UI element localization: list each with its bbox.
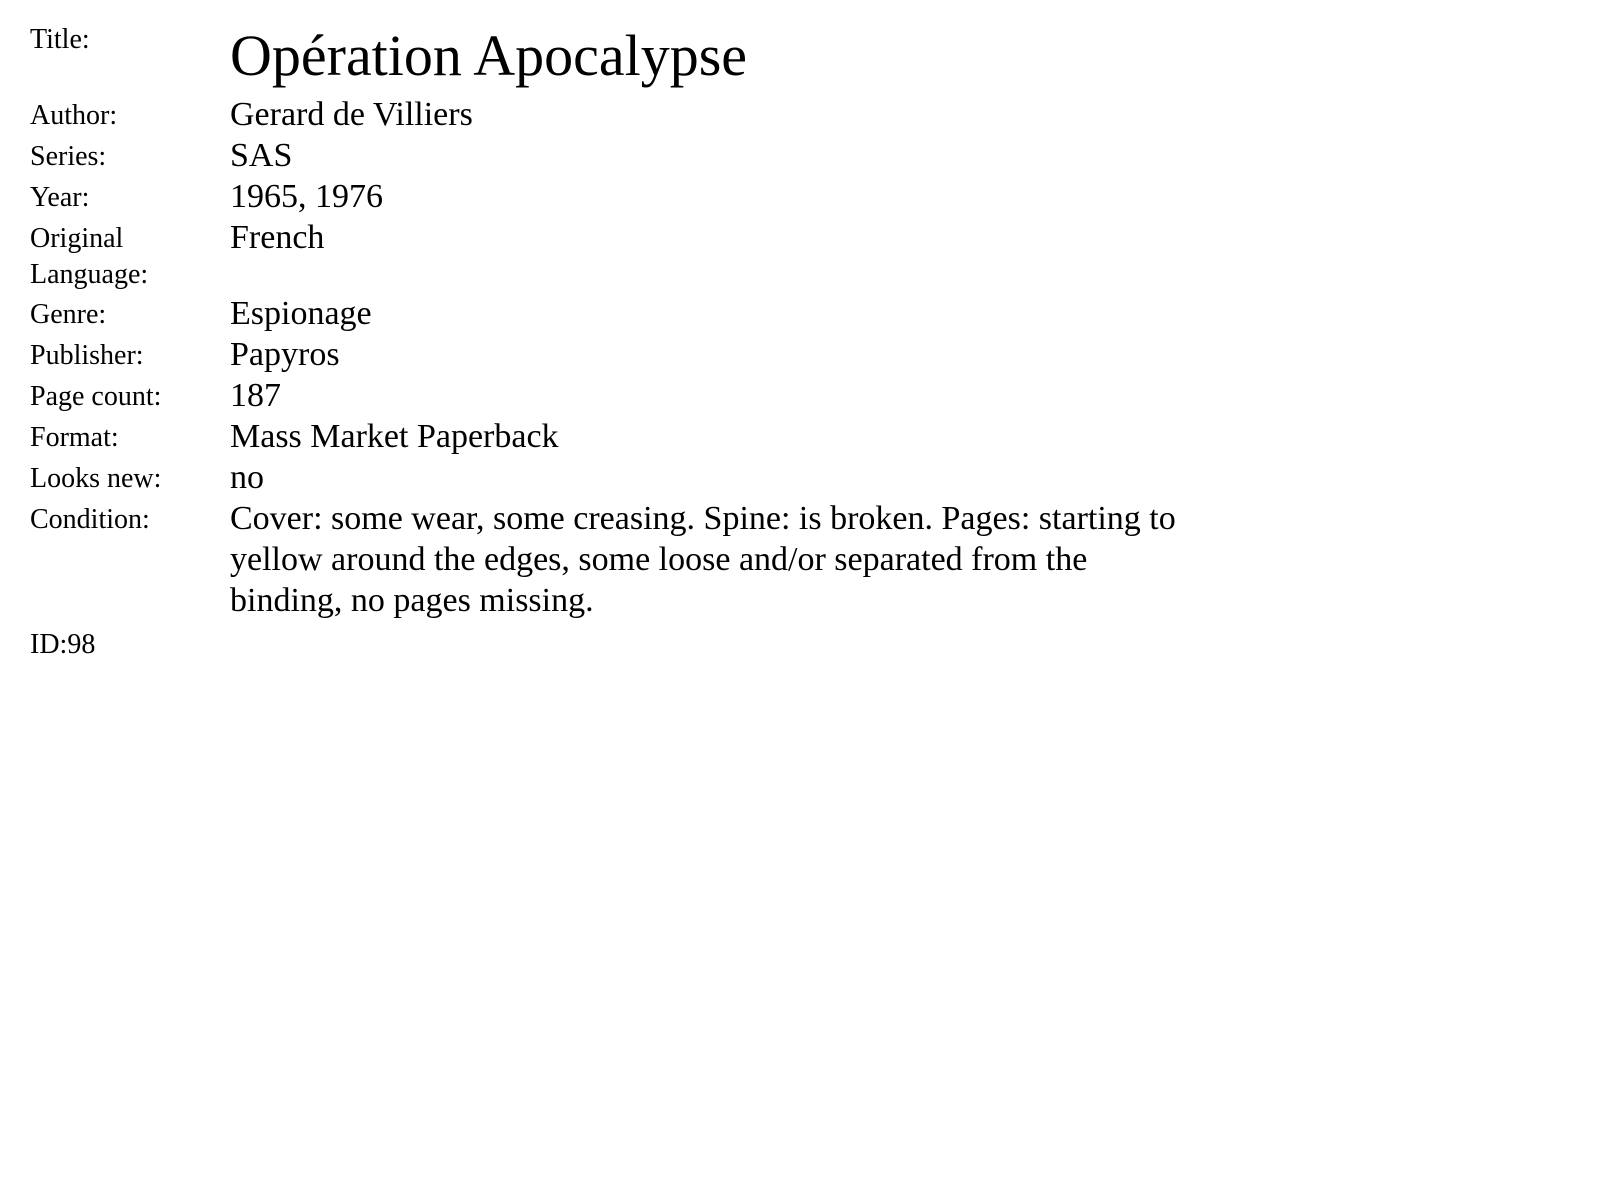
page-count-value: 187: [230, 377, 281, 414]
original-language-value: French: [230, 219, 325, 256]
looks-new-label: Looks new:: [30, 463, 162, 494]
publisher-label: Publisher:: [30, 340, 144, 371]
field-row-author: [30, 94, 1230, 135]
field-row-format: [30, 416, 1230, 457]
author-label: Author:: [30, 100, 118, 131]
title-value: Opération Apocalypse: [230, 23, 748, 88]
format-value: Mass Market Paperback: [230, 418, 559, 455]
condition-value: Cover: some wear, some creasing. Spine: is broken. Pages: starting to yellow around the edges, some loose and/or separated from the binding, no pages missing.: [230, 500, 1176, 619]
year-value: 1965, 1976: [230, 178, 383, 215]
series-value: SAS: [230, 137, 293, 174]
record-id: ID:98: [30, 629, 96, 660]
series-label: Series:: [30, 141, 107, 172]
looks-new-value: no: [230, 459, 264, 496]
format-label: Format:: [30, 422, 119, 453]
book-record: [30, 18, 1230, 663]
book-details-table: [30, 18, 1230, 621]
field-row-genre: [30, 293, 1230, 334]
field-row-title: [30, 18, 1230, 94]
page-count-label: Page count:: [30, 381, 162, 412]
field-row-year: [30, 176, 1230, 217]
genre-label: Genre:: [30, 299, 107, 330]
field-row-looks-new: [30, 457, 1230, 498]
condition-label: Condition:: [30, 504, 150, 535]
field-row-publisher: [30, 334, 1230, 375]
publisher-value: Papyros: [230, 336, 340, 373]
field-row-page-count: [30, 375, 1230, 416]
genre-value: Espionage: [230, 295, 372, 332]
title-label: Title:: [30, 24, 90, 55]
original-language-label: Original Language:: [30, 223, 149, 290]
field-row-original-language: [30, 217, 1230, 293]
author-value: Gerard de Villiers: [230, 96, 473, 133]
year-label: Year:: [30, 182, 90, 213]
field-row-series: [30, 135, 1230, 176]
field-row-condition: [30, 498, 1230, 621]
